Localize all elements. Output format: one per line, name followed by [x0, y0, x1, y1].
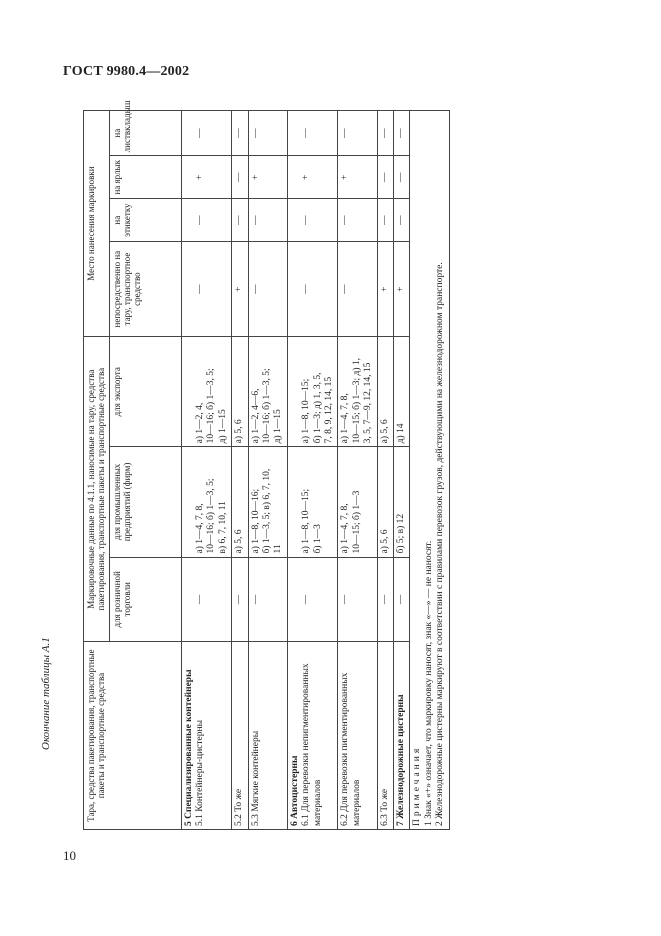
row-name-cell: 5.2 То же [232, 642, 248, 830]
notes-row [410, 111, 449, 830]
export-cell: а) 1—8, 10—15; б) 1—3; д) 1, 3, 5, 7, 8, 9, 12, 14, 15 [287, 337, 338, 447]
export-cell: а) 1—4, 7, 8, 10—15; б) 1—3; д) 1, 3, 5, 7—9, 12, 14, 15 [338, 337, 377, 447]
document-title: ГОСТ 9980.4—2002 [63, 64, 190, 79]
header-marking-place: Место нанесения маркировки [84, 111, 110, 337]
header-marking-data: Маркировочные данные по 4.1.1, наносимые на тару, средства пакетирования, транспортные пакеты и транспортные средства [84, 337, 110, 642]
retail-cell: — [248, 557, 287, 642]
export-cell: а) 5, 6 [232, 337, 248, 447]
header-container-type: Тара, средства пакетирования, транспортные пакеты и транспортные средства [84, 642, 182, 830]
section-heading: 6 Автоцистерны [289, 755, 300, 826]
export-cell: а) 1—2, 4—6, 10—16; б) 1—3, 5; д) 1—15 [248, 337, 287, 447]
row-name-cell: 6.3 То же [377, 642, 393, 830]
insert-cell: — [248, 111, 287, 156]
section-heading: 5 Специализированные контейнеры [183, 669, 194, 826]
table-row [338, 111, 377, 830]
page-number: 10 [63, 848, 76, 863]
notes-heading: Примечания [412, 745, 423, 826]
table-row [232, 111, 248, 830]
industrial-cell: а) 1—8, 10—15; б) 1—3 [287, 447, 338, 557]
industrial-cell: а) 5, 6 [377, 447, 393, 557]
tags-cell: + [287, 156, 338, 199]
direct-cell: + [393, 242, 409, 337]
table-row [248, 111, 287, 830]
industrial-cell: а) 1—8, 10—16; б) 1—3, 5; в) 6, 7, 10, 11 [248, 447, 287, 557]
retail-cell: — [393, 557, 409, 642]
header-export: для экспорта [109, 337, 181, 447]
industrial-cell: а) 1—4, 7, 8, 10—15; б) 1—3 [338, 447, 377, 557]
label-cell: — [232, 199, 248, 242]
row-name-cell: 6 Автоцистерны 6.1 Для перевозки непигментированных материалов [287, 642, 338, 830]
insert-cell: — [287, 111, 338, 156]
notes-cell [410, 111, 449, 830]
table-row [181, 111, 232, 830]
tags-cell: + [181, 156, 232, 199]
tags-cell: — [393, 156, 409, 199]
direct-cell: — [248, 242, 287, 337]
tags-cell: — [232, 156, 248, 199]
industrial-cell: а) 5, 6 [232, 447, 248, 557]
insert-cell: — [377, 111, 393, 156]
label-cell: — [393, 199, 409, 242]
row-name-cell: 6.2 Для перевозки пигментированных материалов [338, 642, 377, 830]
tags-cell: — [377, 156, 393, 199]
label-cell: — [287, 199, 338, 242]
retail-cell: — [377, 557, 393, 642]
direct-cell: + [377, 242, 393, 337]
insert-cell: — [232, 111, 248, 156]
insert-cell: — [181, 111, 232, 156]
retail-cell: — [232, 557, 248, 642]
tags-cell: + [248, 156, 287, 199]
direct-cell: — [181, 242, 232, 337]
label-cell: — [181, 199, 232, 242]
tags-cell: + [338, 156, 377, 199]
industrial-cell: б) 5; в) 12 [393, 447, 409, 557]
label-cell: — [248, 199, 287, 242]
rotated-table-container [83, 100, 455, 830]
insert-cell: — [393, 111, 409, 156]
row-name-cell [393, 642, 409, 830]
table-row [287, 111, 338, 830]
row-name-cell [181, 642, 232, 830]
direct-cell: + [232, 242, 248, 337]
header-retail: для розничной торговли [109, 557, 181, 642]
retail-cell: — [287, 557, 338, 642]
insert-cell: — [338, 111, 377, 156]
export-cell: д) 14 [393, 337, 409, 447]
retail-cell: — [181, 557, 232, 642]
retail-cell: — [338, 557, 377, 642]
header-industrial: для промышленных предприятий (фирм) [109, 447, 181, 557]
row-name-cell: 5.3 Мягкие контейнеры [248, 642, 287, 830]
industrial-cell: а) 1—4, 7, 8, 10—16; б) 1—3, 5; в) 6, 7, 10, 11 [181, 447, 232, 557]
note-1: 1 Знак «+» означает, что маркировку наносят, знак «—» — не наносят. [423, 540, 434, 826]
direct-cell: — [338, 242, 377, 337]
label-cell: — [377, 199, 393, 242]
section-heading: 7 Железнодорожные цистерны [395, 694, 406, 826]
header-tags: на ярлык [109, 156, 181, 199]
export-cell: а) 1—2, 4, 10—16; б) 1—3, 5; д) 1—15 [181, 337, 232, 447]
marking-table [83, 100, 450, 830]
direct-cell: — [287, 242, 338, 337]
table-caption: Окончание таблицы А.1 [40, 637, 52, 750]
table-row [393, 111, 409, 830]
header-direct: непосредственно на тару, транспортное средство [109, 242, 181, 337]
header-label: на этикетку [109, 199, 181, 242]
export-cell: а) 5, 6 [377, 337, 393, 447]
table-row [377, 111, 393, 830]
label-cell: — [338, 199, 377, 242]
row-name-line: 5.1 Контейнеры-цистерны [195, 720, 206, 826]
note-2: 2 Железнодорожные цистерны маркируют в соответствии с правилами перевозок грузов, действующими на железнодорожном транспорте. [435, 262, 446, 826]
header-insert: на листвкладыш [109, 111, 181, 156]
